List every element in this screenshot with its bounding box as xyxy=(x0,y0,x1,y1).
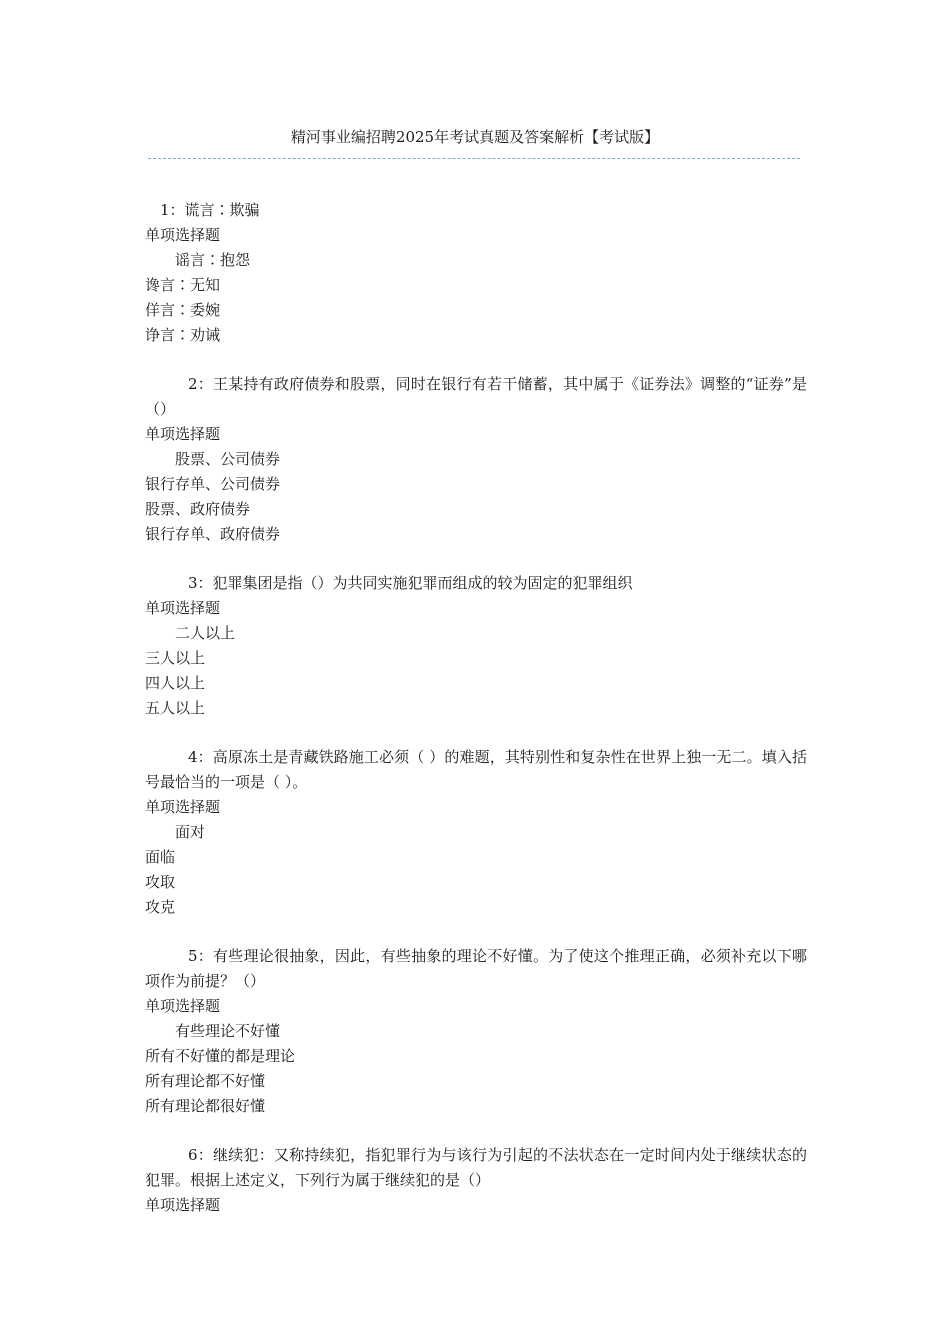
option-d: 所有理论都很好懂 xyxy=(145,1097,266,1115)
question-type: 单项选择题 xyxy=(145,425,221,443)
question-stem: 3：犯罪集团是指（）为共同实施犯罪而组成的较为固定的犯罪组织 xyxy=(188,574,633,592)
question-stem: 1：谎言∶欺骗 xyxy=(160,201,260,219)
option-c: 所有理论都不好懂 xyxy=(145,1072,266,1090)
question-stem: 2：王某持有政府债券和股票，同时在银行有若干储蓄，其中属于《证券法》调整的“证券”是（） xyxy=(145,375,807,418)
option-a: 谣言∶抱怨 xyxy=(175,251,251,269)
option-b: 所有不好懂的都是理论 xyxy=(145,1047,296,1065)
title-divider xyxy=(148,158,800,159)
question-type: 单项选择题 xyxy=(145,997,221,1015)
question-type: 单项选择题 xyxy=(145,798,221,816)
document-title: 精河事业编招聘2025年考试真题及答案解析【考试版】 xyxy=(290,128,660,146)
question-list xyxy=(145,198,807,1242)
question-stem: 4：高原冻土是青藏铁路施工必须（ ）的难题，其特别性和复杂性在世界上独一无二。填入括号最恰当的一项是（ ）。 xyxy=(145,748,807,791)
question-6 xyxy=(145,1143,807,1218)
option-b: 面临 xyxy=(145,848,176,866)
option-c: 佯言∶委婉 xyxy=(145,301,221,319)
question-4 xyxy=(145,745,807,920)
option-b: 银行存单、公司债券 xyxy=(145,475,281,493)
question-2 xyxy=(145,372,807,547)
option-a: 有些理论不好懂 xyxy=(175,1022,281,1040)
option-c: 攻取 xyxy=(145,873,176,891)
option-c: 股票、政府债券 xyxy=(145,500,251,518)
option-a: 二人以上 xyxy=(175,624,236,642)
question-type: 单项选择题 xyxy=(145,1196,221,1214)
option-a: 面对 xyxy=(175,823,206,841)
option-d: 诤言∶劝诫 xyxy=(145,326,221,344)
option-b: 三人以上 xyxy=(145,649,206,667)
question-type: 单项选择题 xyxy=(145,226,221,244)
option-c: 四人以上 xyxy=(145,674,206,692)
question-1 xyxy=(145,198,807,348)
question-3 xyxy=(145,571,807,721)
question-stem: 5：有些理论很抽象，因此，有些抽象的理论不好懂。为了使这个推理正确，必须补充以下哪项作为前提？（） xyxy=(145,947,807,990)
question-stem: 6：继续犯：又称持续犯，指犯罪行为与该行为引起的不法状态在一定时间内处于继续状态的犯罪。根据上述定义，下列行为属于继续犯的是（） xyxy=(145,1146,807,1189)
question-type: 单项选择题 xyxy=(145,599,221,617)
option-d: 攻克 xyxy=(145,898,176,916)
option-a: 股票、公司债券 xyxy=(175,450,281,468)
option-d: 五人以上 xyxy=(145,699,206,717)
option-d: 银行存单、政府债券 xyxy=(145,525,281,543)
question-5 xyxy=(145,944,807,1119)
option-b: 谗言∶无知 xyxy=(145,276,221,294)
